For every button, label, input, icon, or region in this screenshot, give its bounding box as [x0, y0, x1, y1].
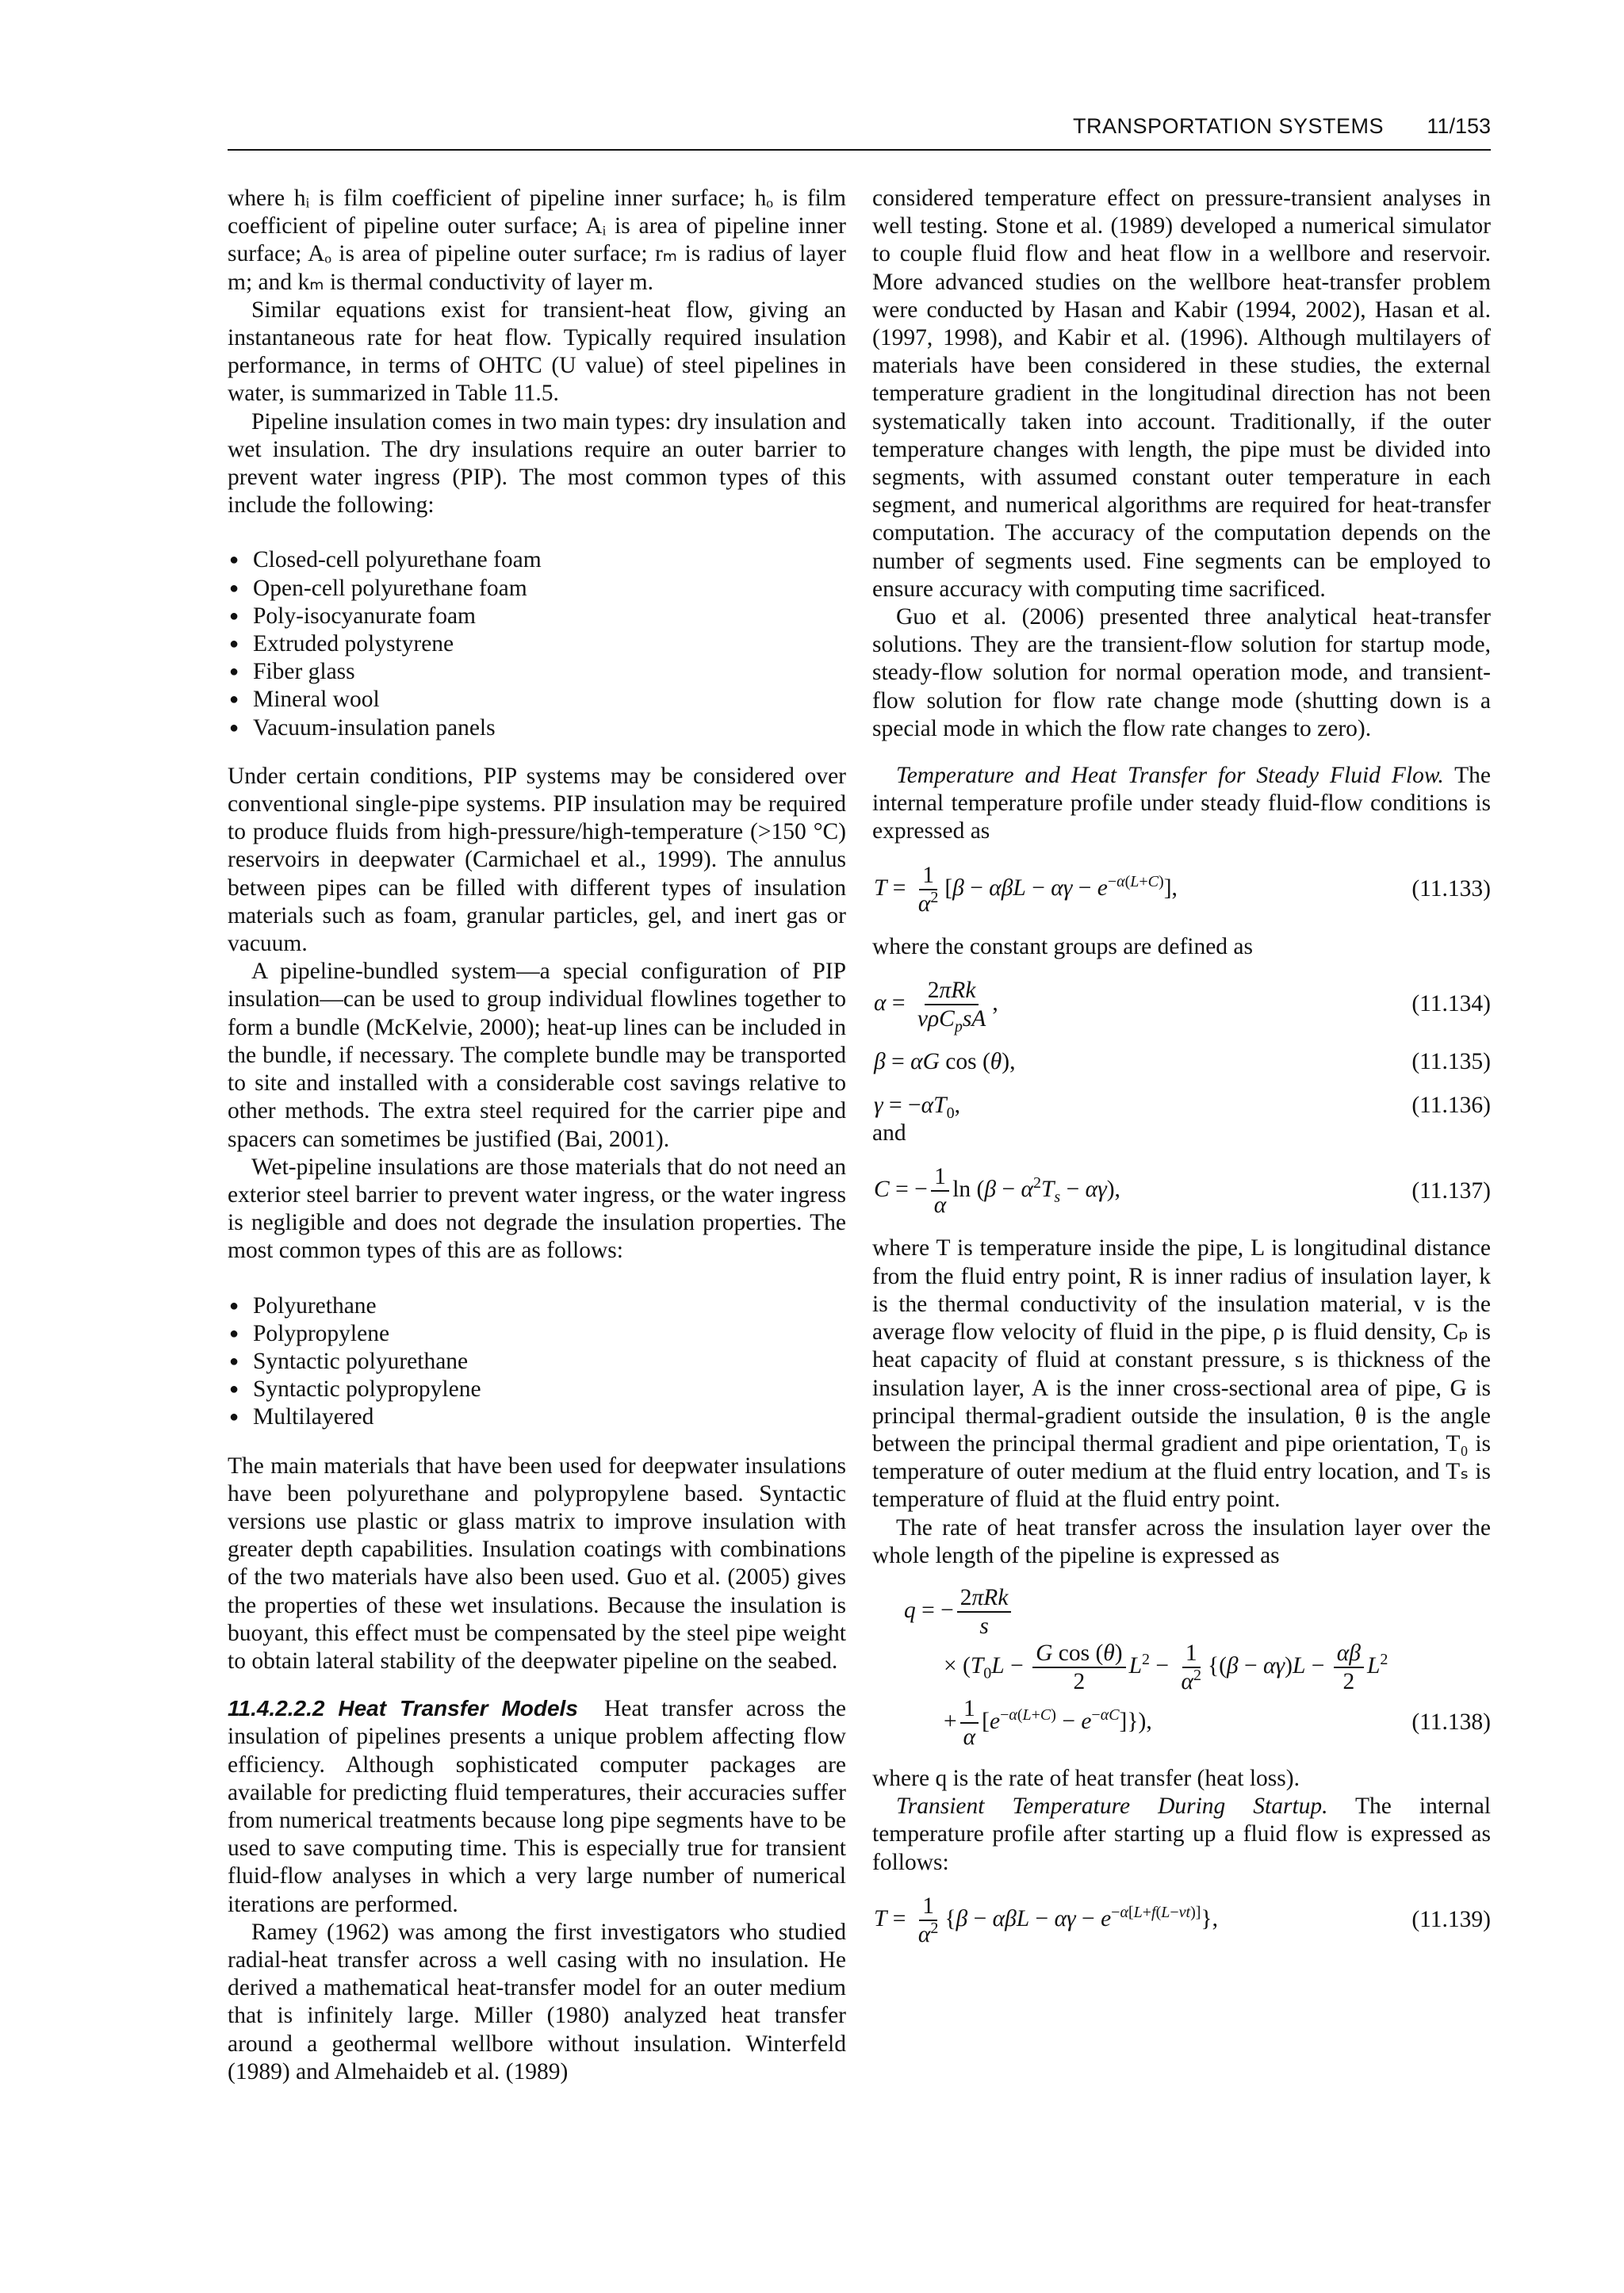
- list-item: ● Syntactic polyurethane: [228, 1348, 846, 1376]
- equation-11-139: [872, 1893, 1491, 1948]
- list-item: ● Polypropylene: [228, 1320, 846, 1348]
- equation-line: q = − $\frac{\text{2πRk}}{s}$: [872, 1584, 1491, 1640]
- equation-11-136: [872, 1092, 1491, 1120]
- section-body: Heat transfer across the insulation of pipelines presents a unique problem affecting flow efficiency. Although sophisticated computer packages are available for predicting fluid temperatures, their accuracies suffer from numerical treatments because long pipe segments have to be used to save computing time. This is especially true for transient fluid-flow analyses in which a very large number of numerical iterations are performed.: [228, 1696, 846, 1917]
- equation-number: (11.137): [1411, 1177, 1491, 1204]
- equation-11-137: [872, 1163, 1491, 1219]
- equation-number: (11.133): [1411, 876, 1491, 902]
- list-item: ● Polyurethane: [228, 1292, 846, 1320]
- equation-11-133: [872, 862, 1491, 917]
- equation-number: (11.138): [1411, 1709, 1491, 1736]
- right-paragraph-6: The rate of heat transfer across the insulation layer over the whole length of the pipeline is expressed as: [872, 1514, 1491, 1568]
- equation-number: (11.135): [1411, 1048, 1491, 1074]
- equation-expression: T = $\frac{1}{\alpha^2}$ $[\beta - \alpha\beta L - \alpha\gamma - e^{-\alpha(L+C)}]$,: [874, 862, 1178, 917]
- dry-insulation-list: [228, 546, 846, 741]
- equation-expression: α = $\frac{\text{2πRk}}{v\rho C_psA}$ ,: [874, 977, 998, 1035]
- right-paragraph-4: where the constant groups are defined as: [872, 933, 1254, 959]
- list-item: ● Multilayered: [228, 1403, 846, 1431]
- wet-insulation-list: [228, 1292, 846, 1432]
- equation-11-135: [872, 1048, 1491, 1076]
- list-item: ● Vacuum-insulation panels: [228, 714, 846, 742]
- equation-number: (11.139): [1411, 1907, 1491, 1933]
- equation-expression: C = − $\frac{1}{\alpha}$ $\ln (\beta - \alpha^2T_s - \alpha\gamma)$,: [874, 1164, 1120, 1219]
- right-paragraph-3: Temperature and Heat Transfer for Steady Fluid Flow. The internal temperature profile under steady fluid-flow conditions is expressed as: [872, 763, 1492, 844]
- left-paragraph-7: The main materials that have been used for deepwater insulations have been polyurethane and polypropylene based. Syntactic versions use plastic or glass matrix to improve insulation with greater depth capabilities. Insulation coatings with combinations of the two materials have also been used. Guo et al. (2005) gives the properties of these wet insulations. Because the insulation is buoyant, this effect must be compensated by the steel pipe weight to obtain lateral stability of the deepwater pipeline on the seabed.: [228, 1453, 846, 1674]
- right-column: [872, 185, 1491, 1964]
- list-item: ● Open-cell polyurethane foam: [228, 575, 846, 603]
- left-paragraph-3: Pipeline insulation comes in two main types: dry insulation and wet insulation. The dry insulations require an outer barrier to prevent water ingress (PIP). The most common types of this include the following:: [228, 408, 846, 519]
- list-item: ● Fiber glass: [228, 658, 846, 686]
- left-paragraph-6: Wet-pipeline insulations are those materials that do not need an exterior steel barrier to prevent water ingress, or the water ingress is negligible and does not degrade the insulation properties. The most common types of this are as follows:: [228, 1154, 846, 1264]
- page-number: 11/153: [1427, 114, 1491, 138]
- left-paragraph-4: Under certain conditions, PIP systems may be considered over conventional single-pipe systems. PIP insulation may be required to produce fluids from high-pressure/high-temperature (>150 °C) reservoirs in deepwater (Carmichael et al., 1999). The annulus between pipes can be filled with different types of insulation materials such as foam, granular particles, gel, and inert gas or vacuum.: [228, 763, 846, 957]
- list-item: ● Extruded polystyrene: [228, 630, 846, 658]
- equation-expression: β = αG cos (θ),: [874, 1048, 1016, 1074]
- equation-11-134: [872, 977, 1491, 1035]
- conjunction-and: and: [872, 1120, 906, 1146]
- equation-number: (11.136): [1411, 1093, 1491, 1119]
- left-paragraph-2: Similar equations exist for transient-heat flow, giving an instantaneous rate for heat flow. Typically required insulation performance, in terms of OHTC (U value) of steel pipelines in water, is summarized in Table 11.5.: [228, 297, 846, 407]
- equation-number: (11.134): [1411, 991, 1491, 1017]
- equation-line: × ($T_0L$ − $\frac{\text{G cos (θ)}}{2}$ $L^2$ − $\frac{1}{\alpha^2}$ {(β − αγ)L − $\frac{\alpha\beta}{2}$ $L^2$: [944, 1640, 1388, 1694]
- left-paragraph-9: Ramey (1962) was among the first investigators who studied radial-heat transfer across a well casing with no insulation. He derived a mathematical heat-transfer model for an outer medium that is infinitely large. Miller (1980) analyzed heat transfer around a geothermal wellbore without insulation. Winterfeld (1989) and Almehaideb et al. (1989): [228, 1919, 846, 2084]
- left-column: [228, 185, 846, 2086]
- subsection-title: Temperature and Heat Transfer for Steady Fluid Flow.: [896, 763, 1444, 789]
- left-paragraph-5: A pipeline-bundled system—a special configuration of PIP insulation—can be used to group individual flowlines together to form a bundle (McKelvie, 2000); heat-up lines can be included in the bundle, if necessary. The complete bundle may be transported to site and installed with a considerable cost savings relative to other methods. The extra steel required for the carrier pipe and spacers can sometimes be justified (Bai, 2001).: [228, 959, 846, 1152]
- running-header: [228, 109, 1491, 151]
- section-paragraph: [228, 1694, 846, 1919]
- right-paragraph-8: Transient Temperature During Startup. The internal temperature profile after starting up a fluid flow is expressed as follows:: [872, 1793, 1491, 1875]
- equation-expression: $\gamma = -\alpha T_0$,: [874, 1093, 960, 1122]
- list-item: ● Syntactic polypropylene: [228, 1376, 846, 1403]
- list-item: ● Mineral wool: [228, 686, 846, 714]
- running-header-title: TRANSPORTATION SYSTEMS: [1072, 114, 1384, 138]
- equation-11-138: [872, 1584, 1491, 1751]
- right-paragraph-7: where q is the rate of heat transfer (heat loss).: [872, 1765, 1300, 1791]
- equation-expression: T = $\frac{1}{\alpha^2}$ $\{\beta - \alpha\beta L - \alpha\gamma - e^{-\alpha[L+f(L-vt)]}\}$,: [874, 1893, 1218, 1947]
- left-paragraph-1: where hᵢ is film coefficient of pipeline inner surface; hₒ is film coefficient of pipeline outer surface; Aᵢ is area of pipeline inner surface; Aₒ is area of pipeline outer surface; rₘ is radius of layer m; and kₘ is thermal conductivity of layer m.: [228, 186, 846, 295]
- right-paragraph-1: considered temperature effect on pressure-transient analyses in well testing. Stone et al. (1989) developed a numerical simulator to couple fluid flow and heat flow in a wellbore and reservoir. More advanced studies on the wellbore heat-transfer problem were conducted by Hasan and Kabir (1994, 2002), Hasan et al. (1997, 1998), and Kabir et al. (1996). Although multilayers of materials have been considered in these studies, the external temperature gradient in the longitudinal direction has not been systematically taken into account. Traditionally, if the outer temperature changes with length, the pipe must be divided into segments, with assumed constant outer temperature in each segment, and numerical algorithms are required for heat-transfer computation. The accuracy of the computation depends on the number of segments used. Fine segments can be employed to ensure accuracy with computing time sacrificed.: [872, 186, 1491, 602]
- right-paragraph-5: where T is temperature inside the pipe, L is longitudinal distance from the fluid entry point, R is inner radius of insulation layer, k is the thermal conductivity of the insulation material, v is the average flow velocity of fluid in the pipe, ρ is fluid density, Cₚ is heat capacity of fluid at constant pressure, s is thickness of the insulation layer, A is the inner cross-sectional area of pipe, G is principal thermal-gradient outside the insulation, θ is the angle between the principal thermal gradient and pipe orientation, T₀ is temperature of outer medium at the fluid entry location, and Tₛ is temperature of fluid at the fluid entry point.: [872, 1235, 1491, 1513]
- section-heading: 11.4.2.2.2 Heat Transfer Models: [228, 1696, 578, 1721]
- list-item: ● Poly-isocyanurate foam: [228, 603, 846, 630]
- subsection-title: Transient Temperature During Startup.: [896, 1793, 1328, 1820]
- equation-line: + $\frac{1}{\alpha}$ $[e^{-\alpha(L+C)} - e^{-\alpha C}]$}), (11.138): [944, 1695, 1491, 1750]
- right-paragraph-2: Guo et al. (2006) presented three analytical heat-transfer solutions. They are the transient-flow solution for startup mode, steady-flow solution for normal operation mode, and transient-flow solution for flow rate change mode (shutting down is a special mode in which the flow rate changes to zero).: [872, 604, 1491, 741]
- list-item: ● Closed-cell polyurethane foam: [228, 546, 846, 574]
